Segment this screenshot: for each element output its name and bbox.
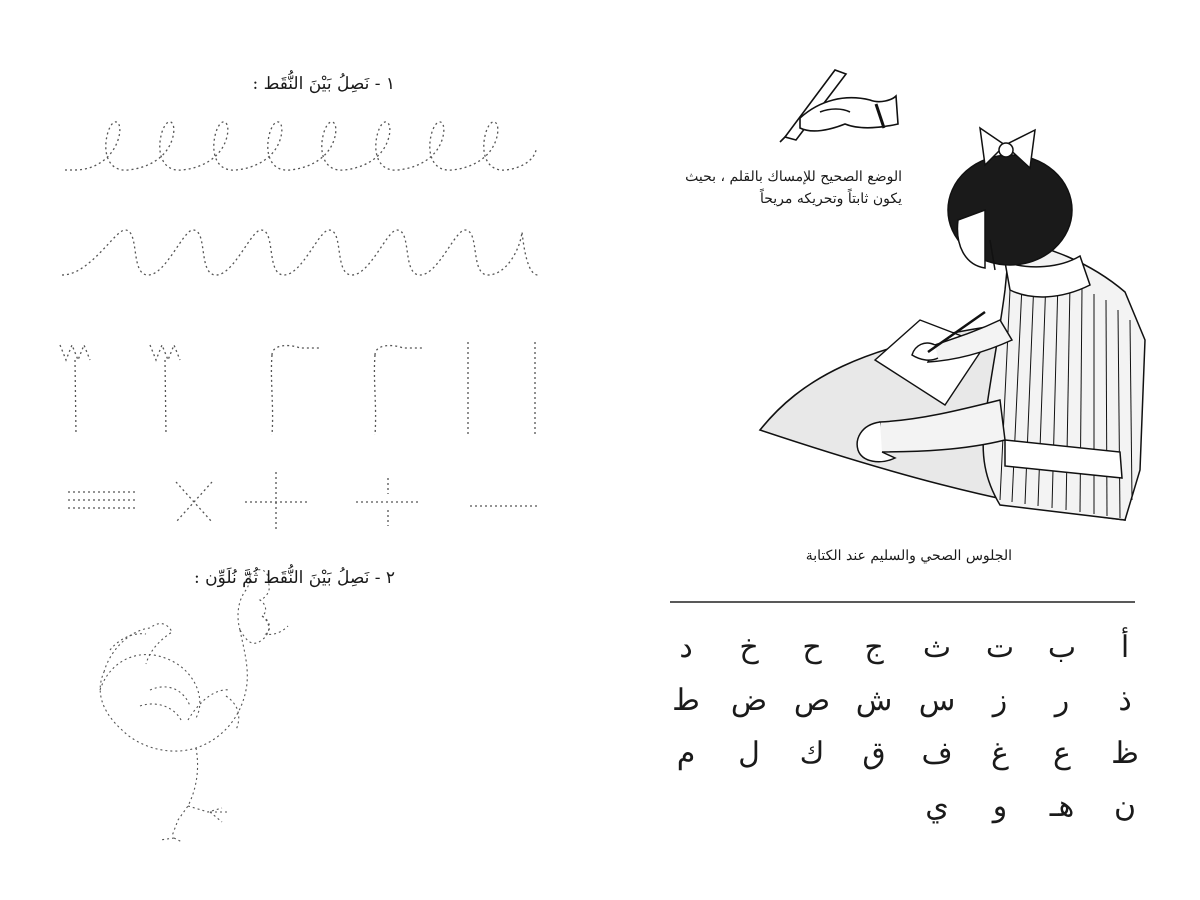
- pen-grip-caption-line-2: يكون ثابتاً وتحريكه مريحاً: [759, 191, 902, 207]
- alphabet-letter: ث: [922, 630, 952, 665]
- alphabet-letter: ض: [730, 683, 768, 718]
- posture-caption: الجلوس الصحي والسليم عند الكتابة: [805, 548, 1012, 564]
- alphabet-letter: ص: [793, 683, 831, 718]
- alphabet-letter: ط: [672, 683, 700, 718]
- pen-grip-caption: [685, 166, 902, 210]
- alphabet-letter: غ: [991, 736, 1009, 771]
- exercise-1-heading: ١ - نَصِلُ بَيْنَ النُّقَط :: [252, 74, 395, 94]
- alphabet-letter: م: [676, 736, 696, 771]
- exercise-2-heading: ٢ - نَصِلُ بَيْنَ النُّقَط ثُمَّ نُلَوِّن :: [193, 568, 395, 588]
- alphabet-letter: ح: [802, 630, 822, 665]
- pen-grip-caption-line-1: الوضع الصحيح للإمساك بالقلم ، بحيث: [685, 169, 902, 185]
- alphabet-letter: ل: [738, 736, 760, 771]
- alphabet-letter: ك: [799, 736, 825, 771]
- alphabet-letter: ع: [1053, 736, 1071, 771]
- alphabet-letter: هـ: [1049, 789, 1075, 824]
- pen-hand-drawing: [780, 70, 898, 142]
- alphabet-letter: ن: [1113, 789, 1137, 824]
- alphabet-letter: ف: [921, 736, 953, 771]
- alphabet-letter: ق: [862, 736, 886, 771]
- alphabet-letter: ب: [1047, 630, 1077, 665]
- alphabet-letter: ز: [992, 683, 1008, 718]
- alphabet-letter: ذ: [1118, 683, 1132, 718]
- alphabet-letter: س: [918, 683, 956, 718]
- alphabet-letter: و: [992, 789, 1008, 824]
- alphabet-letter: ت: [985, 630, 1015, 665]
- alphabet-letter: ي: [925, 789, 949, 824]
- alphabet-letter: ظ: [1111, 736, 1139, 771]
- alphabet-letter: ش: [855, 683, 893, 718]
- alphabet-letter: ج: [864, 630, 884, 665]
- alphabet-letter: خ: [739, 630, 759, 665]
- alphabet-letter: د: [679, 630, 693, 665]
- alphabet-letter: أ: [1120, 630, 1130, 665]
- alphabet-letter: ر: [1054, 683, 1070, 718]
